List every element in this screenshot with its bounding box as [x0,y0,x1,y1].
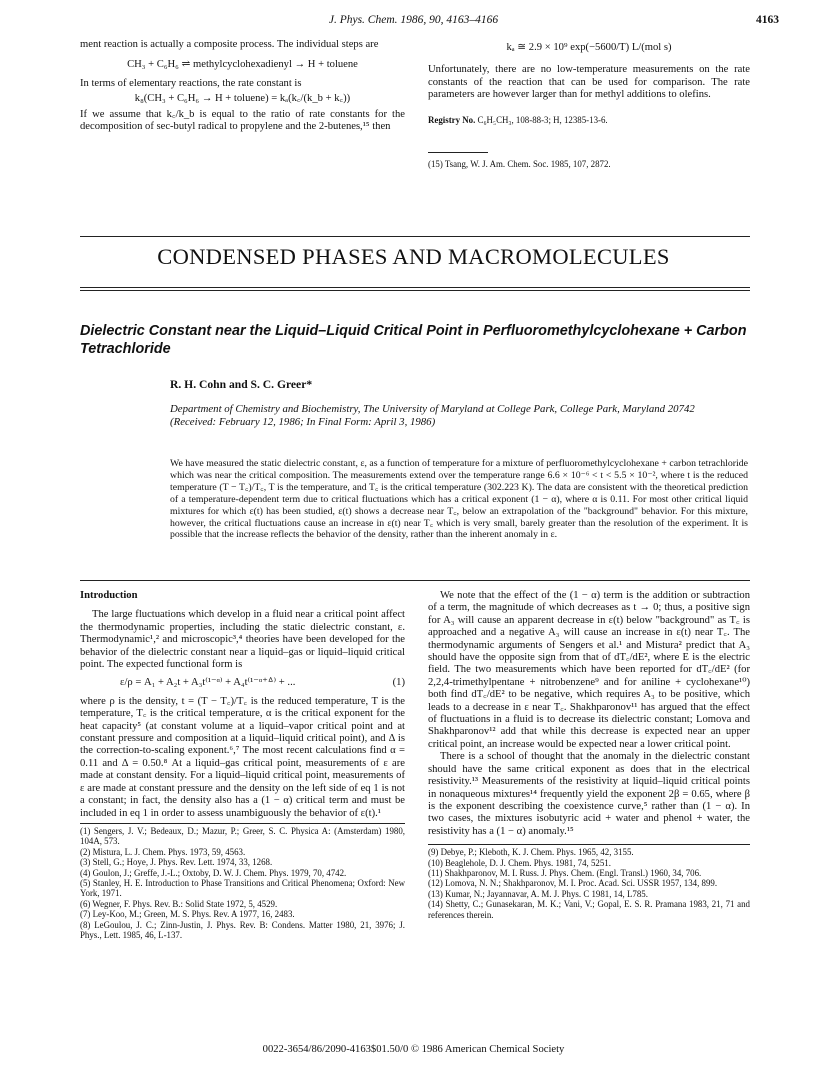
intro-heading: Introduction [80,590,138,601]
authors: R. H. Cohn and S. C. Greer* [170,378,313,391]
reference: (14) Shetty, C.; Gunasekaran, M. K.; Vani, V.; Gopal, E. S. R. Pramana 1983, 21, 71 and references therein. [428,899,750,920]
reference: (7) Ley-Koo, M.; Green, M. S. Phys. Rev. A 1977, 16, 2483. [80,909,295,920]
reference: (6) Wegner, F. Phys. Rev. B.: Solid State 1972, 5, 4529. [80,898,278,909]
abstract: We have measured the static dielectric constant, ε, as a function of temperature for a mixture of perfluoromethylcyclohexane + carbon tetrachloride which was near the critical composition. The measurements extend over the temperature range 6.6 × 10⁻⁶ < t < 5.5 × 10⁻², where t is the reduced temperature (T − T꜀)/T꜀, T is the temperature, and T꜀ is the critical temperature (302.223 K). The data are consistent with the theoretical prediction of a temperature-dependent term due to critical fluctuations which has a critical exponent (1 − α), where α is 0.11. For most other critical liquid mixtures for which ε(t) has been studied, ε(t) shows a decrease near T꜀, below an extrapolation of the "background" behavior. For this mixture, however, the critical fluctuations cause an increase in ε(t) near T꜀ which is very small, barely greater than the resolution of the experiment. It is possible that the increase reflects the behavior of the density, rather than the inherent anomaly in ε. [170,458,748,541]
equation-1 [80,677,405,689]
registry-label: Registry No. [428,114,476,125]
prev-article-left-column [80,39,405,133]
registry-numbers [428,114,750,126]
equation-body: ε/ρ = A₁ + A₂t + A₃t⁽¹⁻ᵅ⁾ + A₄t⁽¹⁻ᵅ⁺ᐞ⁾ + ... [120,677,296,689]
reference: (3) Stell, G.; Hoye, J. Phys. Rev. Lett. 1974, 33, 1268. [80,857,273,868]
paragraph: Unfortunately, there are no low-temperature measurements on the rate constants of the reaction that can be used for comparison. The rate parameters are however larger than for methyl additions to olefins. [428,64,750,101]
reference: (9) Debye, P.; Kleboth, K. J. Chem. Phys. 1965, 42, 3155. [428,847,634,858]
section-bottom-rule [80,287,750,288]
prev-article-right-column [428,39,750,169]
paragraph: If we assume that k꜀/k_b is equal to the ratio of rate constants for the decomposition of sec-butyl radical to propylene and the 2-butenes,¹⁵ then [80,108,405,133]
page-number: 4163 [756,14,779,26]
registry-text: C₆H₅CH₃, 108-88-3; H, 12385-13-6. [477,114,608,125]
paragraph: ment reaction is actually a composite process. The individual steps are [80,39,379,50]
equation: k₈(CH₃ + C₆H₆ → H + toluene) = kₐ(k꜀/(k_b + k꜀)) [134,93,351,105]
footnote-rule [428,844,750,845]
reference: (8) LeGoulou, J. C.; Zinn-Justin, J. Phys. Rev. B: Condens. Matter 1980, 21, 3976; J. Phys., Lett. 1985, 46, L-137. [80,919,405,940]
equation: CH₃ + C₆H₆ ⇌ methylcyclohexadienyl → H + toluene [127,59,358,71]
references-right [428,847,750,920]
affiliation: Department of Chemistry and Biochemistry, The University of Maryland at College Park, College Park, Maryland 20742 (Received: February 12, 1986; In Final Form: April 3, 1986) [170,403,695,428]
paragraph: The large fluctuations which develop in a fluid near a critical point affect the thermodynamic properties, including the static dielectric constant, ε. Thermodynamic¹,² and microscopic³,⁴ theories have been developed for the behavior of the dielectric constant near a liquid–gas or liquid–liquid critical point. The expected functional form is [80,609,405,671]
reference: (13) Kumar, N.; Jayannavar, A. M. J. Phys. C 1981, 14, L785. [428,888,648,899]
intro-left-column [80,590,405,940]
section-bottom-rule-2 [80,290,750,291]
running-header: J. Phys. Chem. 1986, 90, 4163–4166 [328,14,499,26]
reference: (11) Shakhparonov, M. I. Russ. J. Phys. Chem. (Engl. Transl.) 1960, 34, 706. [428,867,702,878]
equation: kₐ ≅ 2.9 × 10⁹ exp(−5600/T) L/(mol s) [506,42,672,53]
references-left [80,826,405,940]
section-title: CONDENSED PHASES AND MACROMOLECULES [157,244,670,269]
section-top-rule [80,236,750,237]
footnote-rule [80,823,405,824]
article-title: Dielectric Constant near the Liquid–Liquid Critical Point in Perfluoromethylcyclohexane + Carbon Tetrachloride [80,323,747,357]
reference: (1) Sengers, J. V.; Bedeaux, D.; Mazur, P.; Greer, S. C. Physica A: (Amsterdam) 1980, 104A, 573. [80,825,405,847]
abstract-rule [80,580,750,581]
paragraph: where ρ is the density, t = (T − T꜀)/T꜀ is the reduced temperature, T is the temperature, T꜀ is the critical temperature, α is the critical exponent for the heat capacity⁵ (at constant volume at a liquid–vapor critical point and at constant pressure and composition at a liquid–liquid critical point), and Δ is the correction-to-scaling exponent.⁶,⁷ The most recent calculations find α = 0.11 and Δ = 0.50.⁸ At a liquid–gas critical point, measurements of ε are made at constant density. For a liquid–liquid critical point, measurements of ε are made at constant pressure and the density on the left side of eq 1 is not a constant; in fact, the density also has a (1 − α) critical term and must be included in eq 1 in order to assess unambiguously the behavior of ε(t).¹ [80,695,405,819]
reference: (4) Goulon, J.; Greffe, J.-L.; Oxtoby, D. W. J. Chem. Phys. 1979, 70, 4742. [80,867,347,878]
reference: (10) Beaglehole, D. J. Chem. Phys. 1981, 74, 5251. [428,857,611,868]
page-footer: 0022-3654/86/2090-4163$01.50/0 © 1986 American Chemical Society [262,1044,565,1055]
paragraph: We note that the effect of the (1 − α) term is the addition or subtraction of a term, the magnitude of which decreases as t → 0; thus, a positive sign for A₃ will cause an apparent decrease in ε(t) below "background" as T꜀ is approached and a negative A₃ will cause an increase in ε(t) near T꜀. The thermodynamic arguments of Sengers et al.¹ and Mistura² predict that A₃ should have the opposite sign from that of dT꜀/dE², where E is the electric field. The two measurements which have been reported for dT꜀/dE² (for 2,2,4-trimethylpentane + nitrobenzene⁹ and for aniline + cyclohexane¹⁰) both find dT꜀/dE² to be negative, which requires A₃ to be positive, which leads to a decrease in ε near T꜀. Shakhparonov¹¹ has argued that the effect of fluctuations in a fluid is to decrease its dielectric constant; Lomova and Shakhparonov¹² add that while this decrease is expected near an upper critical point, an increase would be expected near a lower critical point. [428,590,750,750]
reference: (5) Stanley, H. E. Introduction to Phase Transitions and Critical Phenomena; Oxford: New York, 1971. [80,877,405,899]
footnote-ref-15: (15) Tsang, W. J. Am. Chem. Soc. 1985, 107, 2872. [428,159,611,170]
equation-number: (1) [392,677,405,689]
paragraph: There is a school of thought that the anomaly in the dielectric constant should have the same critical exponent as does that in the electrical resistivity.¹³ Measurements of the resistivity at liquid–liquid critical points in nonaqueous mixtures¹⁴ frequently yield the exponent 2β = 0.65, where β is the exponent describing the coexistence curve,⁵ rather than (1 − α). In two cases, the mixtures isobutyric acid + water and phenol + water, the resistivity has a (1 − α) anomaly.¹⁵ [428,751,750,837]
reference: (2) Mistura, L. J. Chem. Phys. 1973, 59, 4563. [80,846,246,857]
footnote-rule [428,152,488,153]
reference: (12) Lomova, N. N.; Shakhparonov, M. I. Proc. Acad. Sci. USSR 1957, 134, 899. [428,878,718,889]
paragraph: In terms of elementary reactions, the rate constant is [80,77,302,89]
intro-right-column [428,590,750,920]
